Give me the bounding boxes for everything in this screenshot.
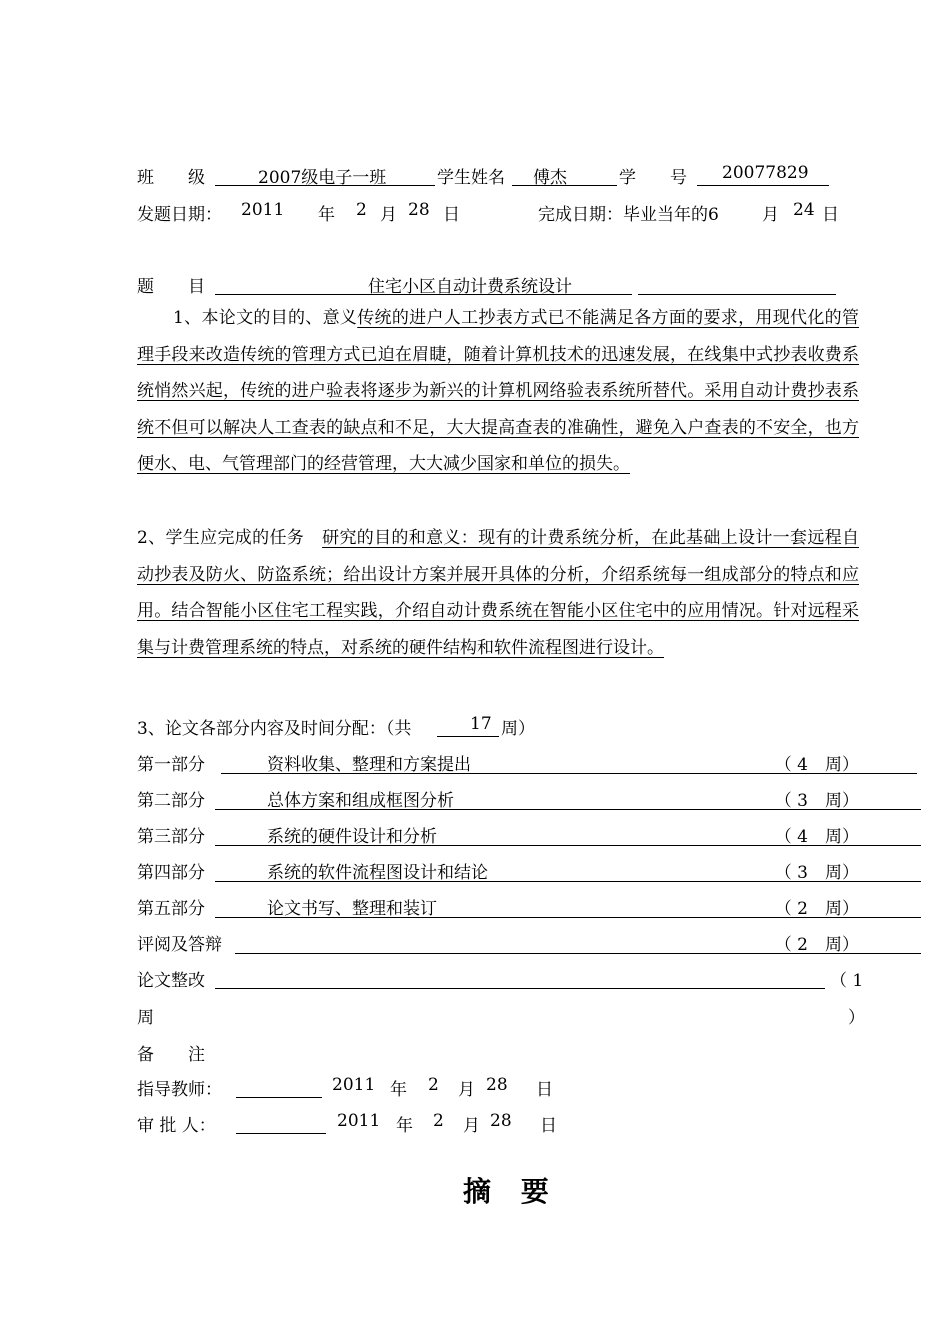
- issue-day: 28: [408, 200, 430, 220]
- finish-month-char: 月: [762, 205, 779, 225]
- approver-day: 28: [490, 1111, 512, 1131]
- advisor-month-char: 月: [458, 1080, 475, 1100]
- advisor-label: 指导教师：: [137, 1080, 222, 1100]
- remark-label: 备 注: [137, 1045, 205, 1065]
- approver-month: 2: [433, 1111, 444, 1131]
- issue-year-char: 年: [318, 205, 335, 225]
- topic-label: 题 目: [137, 277, 205, 297]
- revision-weeks-open: （ 1: [830, 971, 864, 991]
- student-id-value: 20077829: [722, 163, 809, 183]
- part-label: 评阅及答辩: [137, 935, 222, 955]
- section-schedule-prefix: 3、论文各部分内容及时间分配：（共: [137, 719, 412, 739]
- schedule-row: [137, 786, 859, 816]
- part-weeks: （ 2 周）: [774, 935, 859, 955]
- approver-year-char: 年: [396, 1116, 413, 1136]
- approver-signature-line: [236, 1111, 326, 1134]
- section-purpose-prefix: 1、本论文的目的、意义: [173, 308, 358, 328]
- finish-day-char: 日: [822, 205, 839, 225]
- part-content: 系统的软件流程图设计和结论: [267, 863, 488, 883]
- part-label: 第二部分: [137, 791, 205, 811]
- revision-label: 论文整改: [137, 971, 205, 991]
- issue-day-char: 日: [443, 205, 460, 225]
- approver-month-char: 月: [463, 1116, 480, 1136]
- section-tasks-prefix: 2、学生应完成的任务: [137, 528, 305, 548]
- issue-date-label: 发题日期：: [137, 205, 222, 225]
- abstract-title: 摘 要: [463, 1175, 559, 1208]
- issue-month: 2: [356, 200, 367, 220]
- advisor-signature-line: [236, 1075, 322, 1098]
- finish-day: 24: [793, 200, 815, 220]
- part-weeks: （ 2 周）: [774, 899, 859, 919]
- finish-date-label: 完成日期：毕业当年的6: [538, 205, 719, 225]
- class-value: 2007级电子一班: [258, 168, 387, 188]
- student-id-label: 学 号: [619, 168, 687, 188]
- approver-year: 2011: [337, 1111, 381, 1131]
- part-label: 第一部分: [137, 755, 205, 775]
- approver-label: 审 批 人：: [137, 1116, 216, 1136]
- part-content: 论文书写、整理和装订: [267, 899, 437, 919]
- section-purpose-body: 传统的进户人工抄表方式已不能满足各方面的要求，用现代化的管理手段来改造传统的管理方式已迫在眉睫，随着计算机技术的迅速发展，在线集中式抄表收费系统悄然兴起，传统的进户验表将逐步为新兴的计算机网络验表系统所替代。采用自动计费抄表系统不但可以解决人工查表的缺点和不足，大大提高查表的准确性，避免入户查表的不安全，也方便水、电、气管理部门的经营管理，大大减少国家和单位的损失。: [137, 308, 859, 475]
- part-weeks: （ 4 周）: [774, 755, 859, 775]
- student-name-label: 学生姓名: [437, 168, 505, 188]
- part-label: 第四部分: [137, 863, 205, 883]
- issue-month-char: 月: [380, 205, 397, 225]
- topic-extra-line: [638, 272, 836, 295]
- schedule-row: [137, 930, 859, 960]
- advisor-month: 2: [428, 1075, 439, 1095]
- revision-weeks-close: ）: [848, 1008, 865, 1028]
- part-label: 第五部分: [137, 899, 205, 919]
- advisor-year-char: 年: [390, 1080, 407, 1100]
- section-tasks-body: 研究的目的和意义：现有的计费系统分析，在此基础上设计一套远程自动抄表及防火、防盗系统；给出设计方案并展开具体的分析，介绍系统每一组成部分的特点和应用。结合智能小区住宅工程实践，介绍自动计费系统在智能小区住宅中的应用情况。针对远程采集与计费管理系统的特点，对系统的硬件结构和软件流程图进行设计。: [137, 528, 859, 658]
- schedule-row: [137, 750, 859, 780]
- approver-day-char: 日: [540, 1116, 557, 1136]
- part-content: 资料收集、整理和方案提出: [267, 755, 471, 775]
- part-content: 系统的硬件设计和分析: [267, 827, 437, 847]
- revision-fill-line: [215, 966, 825, 989]
- schedule-row: [137, 858, 859, 888]
- advisor-day: 28: [486, 1075, 508, 1095]
- schedule-total-weeks: 17: [470, 714, 492, 734]
- revision-weeks-unit: 周: [137, 1008, 154, 1028]
- part-weeks: （ 4 周）: [774, 827, 859, 847]
- schedule-row: [137, 822, 859, 852]
- section-schedule-suffix: 周）: [501, 719, 535, 739]
- part-content: 总体方案和组成框图分析: [267, 791, 454, 811]
- issue-year: 2011: [241, 200, 285, 220]
- part-weeks: （ 3 周）: [774, 863, 859, 883]
- section-tasks: [137, 520, 859, 666]
- part-label: 第三部分: [137, 827, 205, 847]
- section-purpose: [137, 300, 859, 483]
- advisor-year: 2011: [332, 1075, 376, 1095]
- schedule-row: [137, 894, 859, 924]
- part-weeks: （ 3 周）: [774, 791, 859, 811]
- topic-value: 住宅小区自动计费系统设计: [368, 277, 572, 297]
- class-label: 班 级: [137, 168, 205, 188]
- student-name-value: 傅杰: [533, 168, 567, 188]
- advisor-day-char: 日: [536, 1080, 553, 1100]
